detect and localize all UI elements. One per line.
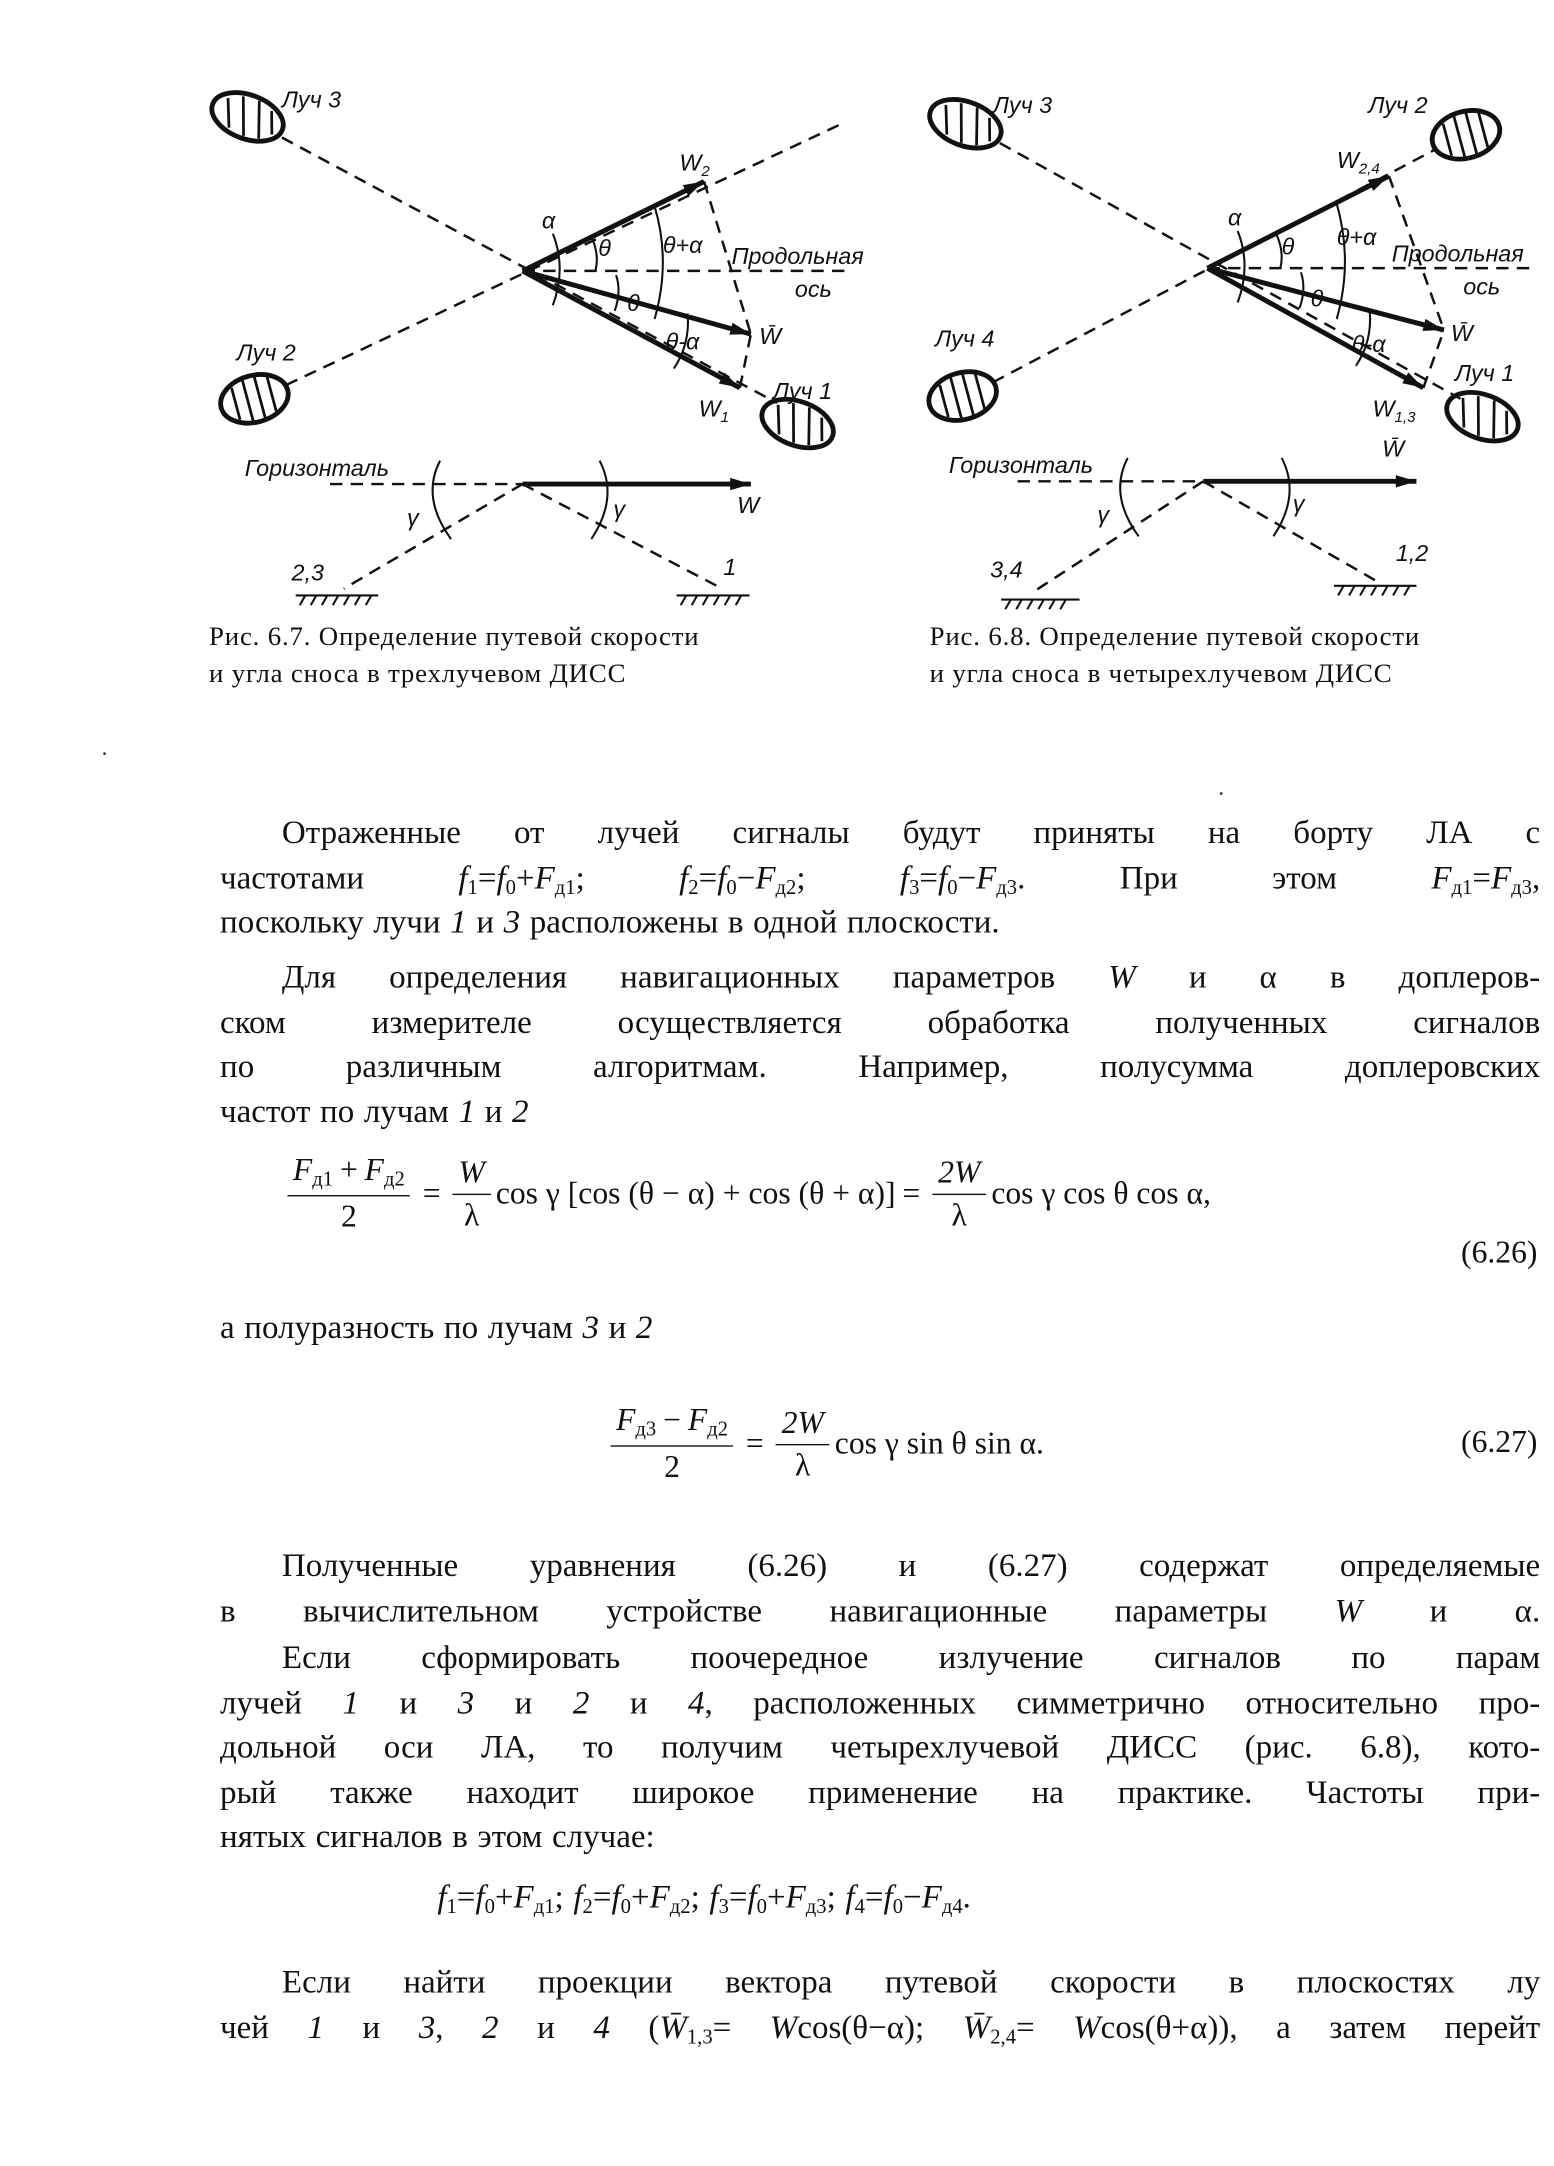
equation-number: (6.26) (1461, 1234, 1538, 1270)
text: − (957, 860, 977, 896)
subscript: д1 (312, 1168, 334, 1191)
denominator: λ (951, 1197, 967, 1232)
beam-3-label: Луч 3 (281, 86, 342, 113)
equation-6-27 (605, 1403, 1044, 1486)
math-symbol: 3 (418, 2009, 436, 2046)
subscript: д2 (669, 1896, 691, 1919)
subscript: 0 (947, 876, 958, 899)
arrowhead-icon (730, 478, 751, 490)
text-line (220, 1090, 1540, 1135)
text-line (220, 1544, 1540, 1589)
math-symbol: f (611, 1879, 621, 1916)
math-symbol: F (1490, 860, 1512, 896)
projection-line (740, 334, 751, 388)
text: , расположенных симметрично относительно про- (704, 1685, 1541, 1722)
text-line (220, 1306, 1540, 1351)
operator: − (663, 1402, 681, 1438)
w-bar-label: W̄ (759, 322, 782, 349)
text: а полуразность по лучам (220, 1310, 583, 1347)
numerator: W (453, 1154, 490, 1194)
paragraph (220, 956, 1540, 1135)
text: частот по лучам (220, 1093, 459, 1130)
text: и (474, 1685, 573, 1722)
alpha-label: α (1228, 204, 1242, 231)
w-label: W (737, 491, 760, 518)
text-line (220, 901, 1540, 946)
expression: cos γ cos θ cos α, (991, 1175, 1211, 1211)
gamma-label: γ (1292, 490, 1305, 517)
paragraph (220, 1636, 1540, 1859)
text: и (358, 1685, 458, 1722)
text: и α в доплеров- (1135, 959, 1541, 996)
theta-label: θ (1281, 233, 1295, 260)
math-symbol: 3 (457, 1685, 475, 1722)
beam-4-spot (923, 365, 1002, 428)
subscript: д4 (941, 1896, 963, 1919)
arrowhead-icon (1402, 372, 1423, 387)
ground-point-label: 1 (723, 553, 737, 580)
math-symbol: 2 (572, 1685, 590, 1722)
text: Если сформировать поочередное излучение сигналов по парам (281, 1640, 1541, 1677)
text-line (220, 1636, 1540, 1681)
text: = (456, 1879, 476, 1916)
symbol: F (364, 1152, 385, 1187)
ground-hatch (296, 595, 379, 605)
beam-2-spot (215, 367, 294, 430)
longitudinal-axis-label: Продольная (1391, 240, 1524, 267)
text-line (437, 1876, 1345, 1921)
paragraph (220, 811, 1540, 945)
theta-minus-alpha-label: θ-α (665, 328, 700, 355)
math-symbol: 1 (450, 904, 467, 941)
scan-speck (1220, 792, 1223, 795)
theta-label: θ (598, 234, 611, 261)
w1-label: $W_1$ (698, 395, 730, 427)
text: , (435, 2009, 483, 2046)
math-symbol: f (938, 860, 948, 896)
gamma-label: γ (613, 496, 626, 523)
text: = (1472, 860, 1491, 896)
alpha-label: α (541, 207, 556, 234)
subscript: 0 (505, 876, 516, 899)
paragraph (220, 1544, 1540, 1633)
text-line (220, 956, 1540, 1001)
subscript: д2 (707, 1419, 729, 1442)
subscript: 2,4 (990, 2026, 1017, 2049)
fraction (453, 1154, 490, 1232)
fraction (933, 1154, 986, 1232)
math-symbol: f (883, 1879, 893, 1916)
text: = (864, 1879, 884, 1916)
text: поскольку лучи (220, 904, 451, 941)
text-line (220, 1961, 1540, 2006)
subscript: 2 (688, 876, 699, 899)
text-line (220, 2006, 1540, 2051)
subscript: д1 (1451, 876, 1473, 899)
fraction (776, 1405, 829, 1483)
paragraph (220, 1961, 1540, 2050)
arrowhead-icon (719, 373, 740, 388)
math-symbol: 2 (482, 2009, 499, 2046)
text: Если найти проекции вектора путевой скорости в плоскостях лу (281, 1965, 1541, 2001)
text: лучей (220, 1685, 343, 1722)
math-symbol: W (1334, 1593, 1363, 1629)
math-symbol: 3 (582, 1310, 599, 1347)
math-symbol: f (496, 860, 506, 896)
text: = (1016, 2009, 1074, 2046)
beam-3-label: Луч 3 (992, 91, 1053, 118)
theta-plus-alpha-label: θ+α (1336, 223, 1377, 250)
beam-2-spot (1427, 103, 1506, 166)
subscript: д1 (554, 876, 576, 899)
text: в вычислительном устройстве навигационные параметры (220, 1593, 1335, 1629)
subscript: д3 (805, 1896, 827, 1919)
math-symbol: f (747, 1879, 757, 1916)
w-bar-label: W̄ (1382, 435, 1405, 462)
text: и (598, 1310, 636, 1347)
math-symbol: F (976, 860, 997, 896)
math-symbol: f (709, 1879, 719, 1916)
frequency-formula (437, 1876, 1345, 1921)
subscript: 3 (909, 876, 920, 899)
text: + (630, 1879, 650, 1916)
math-symbol: f (475, 1879, 485, 1916)
text: чей (220, 2009, 308, 2046)
paragraph (220, 1306, 1540, 1351)
figure-6-8 (923, 90, 1533, 609)
figures (0, 0, 1554, 633)
text: по различным алгоритмам. Например, полусумма доплеровских (220, 1049, 1541, 1086)
math-symbol: W (769, 2009, 798, 2046)
math-symbol: W̄ (962, 2009, 991, 2046)
angle-arc (655, 206, 663, 319)
text: ; (796, 860, 900, 896)
text: cos(θ−α); (797, 2009, 963, 2046)
operator: = (745, 1426, 764, 1461)
math-symbol: 2 (511, 1093, 529, 1130)
text: ; (690, 1879, 710, 1916)
text: рый также находит широкое применение на практике. Частоты при- (220, 1774, 1541, 1811)
subscript: 1 (446, 1896, 457, 1919)
text: и (498, 2009, 594, 2046)
text: + (515, 860, 535, 896)
math-symbol: f (437, 1879, 447, 1916)
text: и (466, 904, 504, 941)
text: = (728, 1879, 748, 1916)
math-symbol: f (573, 1879, 583, 1916)
caption-line: и угла сноса в четырехлучевом ДИСС (929, 660, 1393, 689)
text: ; (554, 1879, 574, 1916)
math-symbol: W (1108, 959, 1136, 996)
beam-4-label: Луч 4 (935, 325, 995, 352)
text-line (220, 1589, 1540, 1634)
text: . (962, 1879, 971, 1916)
beam-1-label: Луч 1 (772, 377, 833, 404)
ground-point-label: 3,4 (990, 556, 1023, 583)
gamma-arc (1120, 458, 1138, 536)
fraction (287, 1152, 410, 1235)
w13-label: $W_{1,3}$ (1372, 395, 1416, 427)
math-symbol: F (921, 1879, 942, 1916)
denominator: 2 (664, 1449, 680, 1484)
text-line (220, 1681, 1540, 1726)
horizontal-label: Горизонталь (948, 452, 1094, 479)
subscript: 2 (582, 1896, 593, 1919)
ground-point-label: 2,3 (291, 559, 325, 586)
ground-hatch (1334, 586, 1417, 596)
gamma-arc (1273, 458, 1289, 536)
longitudinal-axis-label: ось (794, 276, 832, 303)
angle-arc (553, 234, 560, 306)
text: Полученные уравнения (6.26) и (6.27) содержат определяемые (281, 1548, 1541, 1585)
subscript: д3 (635, 1419, 657, 1442)
subscript: д2 (775, 876, 797, 899)
math-symbol: W̄ (659, 2009, 687, 2046)
text: и α. (1362, 1593, 1541, 1629)
subscript: 3 (718, 1896, 729, 1919)
caption-line: Рис. 6.8. Определение путевой скорости (929, 622, 1421, 652)
text: дольной оси ЛА, то получим четырехлучевой ДИСС (рис. 6.8), кото- (220, 1730, 1541, 1766)
arrowhead-icon (1396, 475, 1417, 487)
symbol: F (292, 1152, 313, 1187)
text: . При этом (1017, 860, 1432, 896)
theta-label: θ (627, 289, 640, 316)
math-symbol: F (755, 860, 776, 896)
text: = (592, 1879, 612, 1916)
subscript: 0 (892, 1896, 904, 1919)
projection-line (1423, 330, 1444, 388)
subscript: 0 (484, 1896, 495, 1919)
text: ( (609, 2009, 660, 2046)
angle-arc (1238, 231, 1245, 303)
expression: cos γ sin θ sin α. (834, 1426, 1044, 1461)
subscript: 0 (620, 1896, 631, 1919)
horizontal-label: Горизонталь (244, 454, 389, 481)
operator: = (902, 1175, 921, 1211)
beam-2-label: Луч 2 (1368, 91, 1428, 118)
denominator: λ (795, 1447, 811, 1482)
numerator: 2W (933, 1154, 986, 1194)
ground-hatch (1001, 600, 1079, 610)
symbol: F (616, 1402, 636, 1438)
math-symbol: f (899, 860, 910, 896)
math-symbol: W (1073, 2009, 1101, 2046)
text-line (220, 1771, 1540, 1816)
math-symbol: F (513, 1879, 534, 1916)
text-line (220, 1726, 1540, 1771)
longitudinal-axis-label: Продольная (731, 243, 864, 270)
theta-label: θ (1310, 285, 1324, 312)
scan-speck (103, 752, 106, 755)
subscript: 4 (854, 1896, 865, 1919)
ground-point-label: 1,2 (1395, 540, 1429, 567)
figure-6-7-caption (209, 619, 699, 693)
beam-3-4-ground-line (1034, 481, 1203, 591)
longitudinal-axis-label: ось (1463, 273, 1501, 300)
text: + (494, 1879, 514, 1916)
text-line (220, 811, 1540, 856)
operator: = (422, 1175, 441, 1211)
text: и (323, 2009, 419, 2046)
text: и (589, 1685, 689, 1722)
fraction (611, 1403, 734, 1486)
angle-arc (615, 275, 619, 311)
math-symbol: 4 (688, 1685, 705, 1722)
text: = (698, 860, 718, 896)
text: = (919, 860, 939, 896)
text: = (712, 2009, 770, 2046)
gamma-label: γ (407, 504, 419, 531)
equation-6-26 (282, 1152, 1211, 1235)
text: + (766, 1879, 786, 1916)
denominator: 2 (340, 1199, 357, 1234)
text: − (903, 1879, 922, 1916)
symbol: F (687, 1402, 708, 1438)
math-symbol: F (1431, 860, 1452, 896)
text: ; (575, 860, 680, 896)
math-symbol: f (679, 860, 689, 896)
gamma-label: γ (1097, 501, 1110, 528)
math-symbol: 3 (503, 904, 521, 941)
ground-hatch (677, 595, 750, 605)
w-bar-label: W̄ (1450, 320, 1473, 347)
text-line (220, 1815, 1540, 1860)
subscript: 1 (467, 876, 478, 899)
math-symbol: f (845, 1879, 855, 1916)
text: Отраженные от лучей сигналы будут приняты на борту ЛА с (281, 815, 1541, 852)
text: Для определения навигационных параметров (281, 959, 1109, 996)
text: cos(θ+α)), а затем перейт (1100, 2009, 1541, 2046)
subscript: д1 (533, 1896, 555, 1919)
text: , (1531, 860, 1541, 896)
math-symbol: 1 (458, 1093, 476, 1130)
subscript: 0 (756, 1896, 767, 1919)
math-symbol: 2 (635, 1310, 653, 1347)
text-line (220, 1000, 1540, 1045)
text: ском измерителе осуществляется обработка полученных сигналов (220, 1004, 1541, 1041)
text: частотами (220, 860, 459, 896)
theta-plus-alpha-label: θ+α (662, 232, 703, 259)
math-symbol: 1 (307, 2009, 324, 2046)
subscript: д3 (1511, 876, 1532, 899)
expression: cos γ [cos (θ − α) + cos (θ + α)] (495, 1175, 896, 1211)
text: нятых сигналов в этом случае: (220, 1819, 655, 1856)
numerator: 2W (776, 1405, 829, 1445)
text-line (220, 856, 1540, 901)
text-line (220, 1045, 1540, 1090)
denominator: λ (463, 1197, 480, 1232)
caption-line: и угла сноса в трехлучевом ДИСС (209, 660, 627, 689)
math-symbol: 4 (593, 2009, 610, 2046)
arrowhead-icon (1368, 176, 1389, 191)
math-symbol: F (534, 860, 555, 896)
text: ; (826, 1879, 846, 1916)
w1-vector (523, 271, 740, 388)
math-symbol: f (717, 860, 727, 896)
operator: + (339, 1152, 358, 1187)
caption-line: Рис. 6.7. Определение путевой скорости (209, 622, 700, 652)
figure-6-8-caption (930, 619, 1420, 693)
math-symbol: 1 (342, 1685, 359, 1722)
subscript: д3 (996, 876, 1018, 899)
math-symbol: f (458, 860, 468, 896)
subscript: 0 (726, 876, 737, 899)
subscript: 1,3 (686, 2026, 713, 2049)
subscript: д2 (384, 1168, 405, 1191)
text: = (477, 860, 497, 896)
w24-label: $W_{2,4}$ (1336, 146, 1380, 178)
beam-2-label: Луч 2 (236, 339, 296, 366)
equation-number: (6.27) (1461, 1424, 1538, 1460)
text: и (475, 1093, 512, 1130)
theta-minus-alpha-label: θ-α (1351, 331, 1386, 358)
figure-6-7 (205, 84, 864, 606)
beam-1-label: Луч 1 (1454, 359, 1515, 386)
text: расположены в одной плоскости. (520, 904, 1000, 941)
beam-3-spot (205, 84, 290, 151)
w2-label: $W_2$ (679, 149, 710, 181)
math-symbol: F (785, 1879, 806, 1916)
text: − (736, 860, 756, 896)
math-symbol: F (649, 1879, 670, 1916)
